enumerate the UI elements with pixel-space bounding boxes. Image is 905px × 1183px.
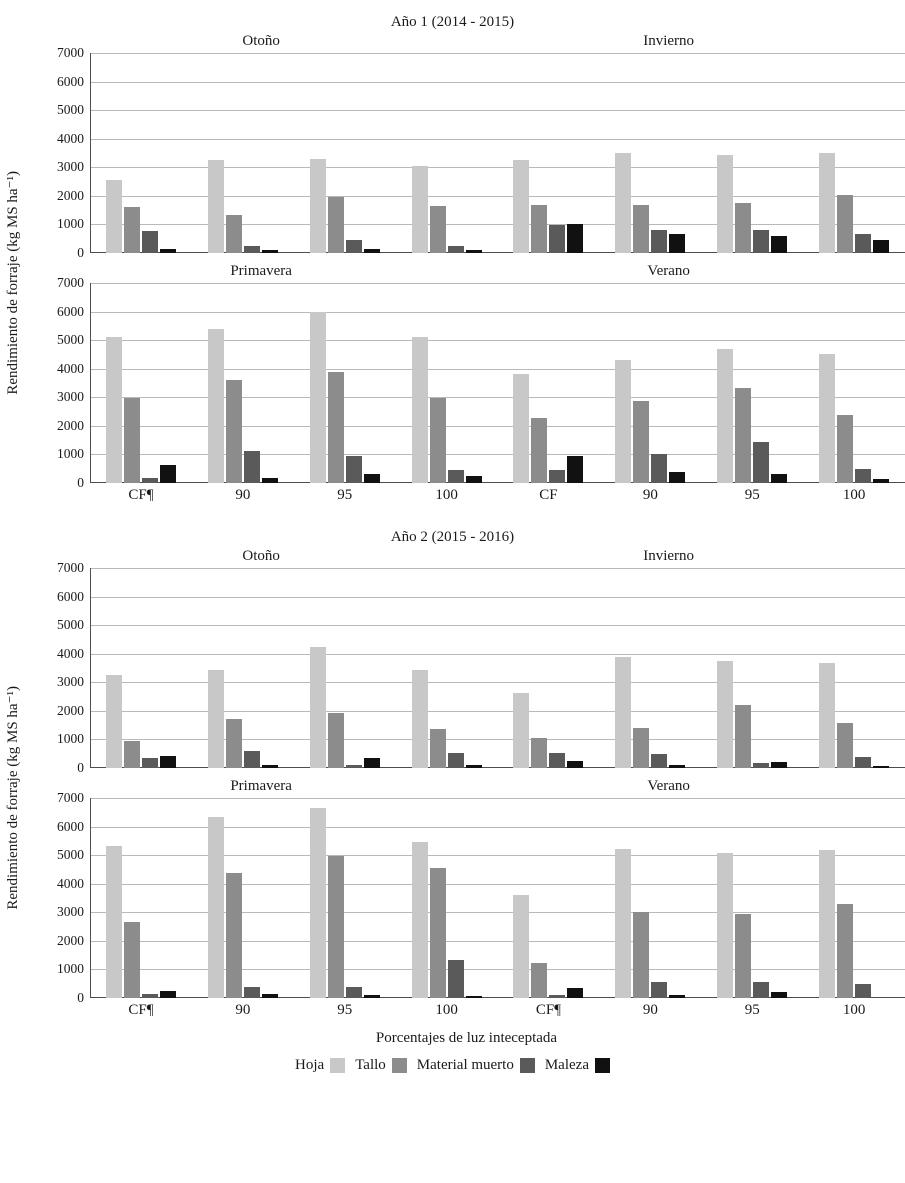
bar-maleza	[466, 996, 482, 998]
panel-row	[0, 548, 905, 1028]
bar-maleza	[873, 479, 889, 483]
x-axis-tick-label: 95	[744, 487, 760, 503]
y-axis-title-text: Rendimiento de forraje (kg MS ha⁻¹)	[5, 686, 21, 910]
y-tick-label: 5000	[57, 617, 84, 633]
season-labels	[90, 778, 905, 796]
x-axis-tick-label: CF	[539, 487, 558, 503]
y-axis-ticks	[28, 560, 90, 775]
bar-tallo	[735, 203, 751, 253]
bar-tallo	[633, 912, 649, 998]
bar-maleza	[466, 476, 482, 483]
bar-group	[803, 568, 905, 768]
bar-material-muerto	[346, 240, 362, 253]
bar-material-muerto	[855, 234, 871, 253]
bar-group	[498, 798, 600, 998]
bar-tallo	[328, 856, 344, 998]
season-label: Verano	[647, 778, 690, 794]
chart-legend	[0, 1057, 905, 1074]
bar-maleza	[669, 765, 685, 768]
bar-hoja	[513, 160, 529, 253]
bar-maleza	[567, 988, 583, 998]
x-axis-category-labels	[90, 1002, 905, 1028]
x-axis-tick-label: 100	[842, 487, 866, 503]
y-tick-label: 5000	[57, 332, 84, 348]
bar-group	[701, 53, 803, 253]
bar-hoja	[615, 153, 631, 253]
bar-group	[803, 283, 905, 483]
bar-hoja	[819, 850, 835, 998]
bar-maleza	[669, 472, 685, 483]
bar-material-muerto	[448, 960, 464, 998]
bar-tallo	[531, 738, 547, 768]
bar-maleza	[567, 224, 583, 253]
bar-maleza	[364, 758, 380, 768]
bar-hoja	[412, 842, 428, 998]
year-title: Año 1 (2014 - 2015)	[390, 14, 515, 30]
y-axis-title-text: Rendimiento de forraje (kg MS ha⁻¹)	[5, 171, 21, 395]
x-axis-tick-label: 90	[235, 1002, 251, 1018]
bar-tallo	[633, 205, 649, 253]
bar-maleza	[262, 994, 278, 998]
bar-tallo	[124, 741, 140, 768]
bar-maleza	[364, 995, 380, 998]
bar-group	[192, 798, 294, 998]
bar-maleza	[466, 765, 482, 768]
y-tick-label: 7000	[57, 790, 84, 805]
x-axis-title: Porcentajes de luz inteceptada	[375, 1030, 558, 1046]
bar-tallo	[124, 922, 140, 998]
bar-maleza	[771, 992, 787, 998]
subpanel-column	[28, 33, 905, 513]
season-label: Primavera	[230, 263, 292, 279]
chart-subpanel	[28, 548, 905, 775]
bar-group	[192, 53, 294, 253]
bar-group	[294, 53, 396, 253]
season-labels	[90, 33, 905, 51]
y-tick-label: 7000	[57, 45, 84, 60]
y-tick-label: 1000	[57, 446, 84, 462]
plot-area	[90, 798, 905, 998]
y-tick-label: 0	[77, 760, 84, 775]
bar-material-muerto	[651, 454, 667, 483]
bar-groups	[90, 283, 905, 483]
y-tick-label: 6000	[57, 303, 84, 319]
x-axis-tick-label: 100	[435, 1002, 458, 1018]
bar-group	[396, 568, 498, 768]
bar-hoja	[310, 647, 326, 768]
bar-group	[90, 53, 192, 253]
bar-hoja	[106, 675, 122, 768]
x-axis-tick-label: 100	[435, 487, 458, 503]
y-tick-label: 6000	[57, 588, 84, 604]
bar-material-muerto	[549, 995, 565, 998]
legend-label: Tallo	[355, 1057, 386, 1073]
bar-material-muerto	[855, 984, 871, 998]
y-tick-label: 5000	[57, 847, 84, 863]
legend-item	[295, 1057, 345, 1074]
bar-group	[701, 283, 803, 483]
bar-maleza	[873, 766, 889, 768]
bar-material-muerto	[549, 470, 565, 483]
y-tick-label: 7000	[57, 275, 84, 290]
y-axis-title	[0, 53, 26, 513]
figure-root	[0, 14, 905, 1183]
bar-hoja	[819, 354, 835, 483]
bar-hoja	[513, 693, 529, 768]
bar-tallo	[430, 868, 446, 998]
bar-hoja	[208, 329, 224, 483]
bar-material-muerto	[753, 763, 769, 768]
bar-material-muerto	[855, 757, 871, 768]
x-axis-tick-label: 95	[744, 1002, 760, 1018]
bar-hoja	[310, 312, 326, 483]
bar-tallo	[633, 728, 649, 768]
legend-swatch	[330, 1058, 345, 1073]
bar-material-muerto	[753, 982, 769, 998]
x-axis-tick-label: CF¶	[128, 487, 154, 503]
bar-group	[599, 283, 701, 483]
bar-maleza	[669, 234, 685, 253]
bar-hoja	[106, 180, 122, 253]
bar-tallo	[735, 914, 751, 998]
bar-group	[294, 283, 396, 483]
bar-material-muerto	[142, 758, 158, 768]
bar-maleza	[771, 474, 787, 483]
bar-groups	[90, 798, 905, 998]
bar-group	[701, 798, 803, 998]
bar-maleza	[771, 762, 787, 768]
bar-material-muerto	[244, 751, 260, 768]
year-block	[0, 14, 905, 513]
x-axis-tick-label: CF¶	[128, 1002, 154, 1018]
legend-label: Material muerto	[416, 1057, 514, 1073]
bar-tallo	[124, 207, 140, 253]
chart-subpanel	[28, 263, 905, 490]
bar-group	[803, 53, 905, 253]
bar-tallo	[124, 398, 140, 483]
bar-maleza	[262, 478, 278, 483]
x-axis-tick-label: 90	[235, 487, 251, 503]
y-tick-label: 4000	[57, 645, 84, 661]
bar-material-muerto	[448, 470, 464, 483]
bar-maleza	[262, 250, 278, 253]
bar-group	[803, 798, 905, 998]
bar-material-muerto	[346, 765, 362, 768]
bar-hoja	[208, 160, 224, 253]
bar-group	[90, 283, 192, 483]
bar-material-muerto	[753, 442, 769, 483]
bar-tallo	[633, 401, 649, 483]
bar-maleza	[567, 456, 583, 483]
bar-hoja	[310, 159, 326, 253]
chart-subpanel	[28, 778, 905, 1005]
chart-subpanel	[28, 33, 905, 260]
bar-hoja	[819, 663, 835, 768]
bar-tallo	[226, 719, 242, 768]
bar-hoja	[310, 808, 326, 998]
bar-material-muerto	[753, 230, 769, 253]
bar-maleza	[669, 995, 685, 998]
season-label: Verano	[647, 263, 690, 279]
y-tick-label: 0	[77, 245, 84, 260]
bar-group	[701, 568, 803, 768]
bar-maleza	[160, 991, 176, 998]
y-tick-label: 2000	[57, 417, 84, 433]
y-tick-label: 0	[77, 475, 84, 490]
bar-tallo	[837, 723, 853, 768]
bar-tallo	[430, 206, 446, 253]
y-axis-ticks	[28, 790, 90, 1005]
bar-hoja	[615, 360, 631, 483]
charts-container	[0, 14, 905, 1074]
bar-tallo	[531, 205, 547, 253]
bar-tallo	[531, 418, 547, 483]
bar-group	[396, 283, 498, 483]
y-axis-title	[0, 568, 26, 1028]
bar-group	[396, 53, 498, 253]
bar-material-muerto	[448, 753, 464, 768]
y-tick-label: 4000	[57, 360, 84, 376]
bar-material-muerto	[142, 231, 158, 253]
bar-material-muerto	[549, 753, 565, 768]
bar-tallo	[735, 388, 751, 483]
bar-group	[599, 53, 701, 253]
bar-material-muerto	[651, 754, 667, 768]
y-tick-label: 4000	[57, 130, 84, 146]
season-label: Otoño	[242, 33, 280, 49]
bar-group	[192, 568, 294, 768]
bar-material-muerto	[142, 994, 158, 998]
y-tick-label: 2000	[57, 932, 84, 948]
bar-maleza	[364, 474, 380, 483]
season-label: Primavera	[230, 778, 292, 794]
bar-group	[599, 568, 701, 768]
x-axis-tick-label: 95	[337, 487, 353, 503]
bar-maleza	[364, 249, 380, 253]
bar-hoja	[513, 895, 529, 998]
bar-material-muerto	[244, 987, 260, 998]
y-tick-label: 2000	[57, 702, 84, 718]
y-tick-label: 1000	[57, 216, 84, 232]
year-title: Año 2 (2015 - 2016)	[390, 529, 515, 545]
y-tick-label: 5000	[57, 102, 84, 118]
y-axis-ticks	[28, 45, 90, 260]
bar-group	[294, 568, 396, 768]
bar-tallo	[226, 215, 242, 253]
legend-item	[545, 1057, 610, 1074]
bar-group	[396, 798, 498, 998]
season-label: Otoño	[242, 548, 280, 564]
bar-group	[90, 798, 192, 998]
bar-groups	[90, 53, 905, 253]
legend-item	[355, 1057, 407, 1074]
x-axis-tick-label: 100	[842, 1002, 866, 1018]
y-tick-label: 6000	[57, 73, 84, 89]
y-tick-label: 7000	[57, 560, 84, 575]
year-block	[0, 529, 905, 1028]
bar-group	[192, 283, 294, 483]
bar-group	[90, 568, 192, 768]
bar-material-muerto	[651, 230, 667, 253]
y-tick-label: 3000	[57, 674, 84, 690]
bar-hoja	[412, 166, 428, 253]
season-label: Invierno	[643, 33, 695, 49]
bar-maleza	[567, 761, 583, 768]
y-tick-label: 3000	[57, 159, 84, 175]
x-axis-tick-label: 90	[642, 1002, 658, 1018]
x-axis-tick-label: CF¶	[535, 1002, 562, 1018]
bar-maleza	[262, 765, 278, 768]
bar-maleza	[873, 240, 889, 253]
y-axis-ticks	[28, 275, 90, 490]
panel-row	[0, 33, 905, 513]
legend-label: Maleza	[544, 1057, 589, 1073]
bar-tallo	[226, 380, 242, 483]
y-tick-label: 2000	[57, 187, 84, 203]
x-axis-tick-label: 95	[337, 1002, 353, 1018]
y-tick-label: 1000	[57, 731, 84, 747]
bar-maleza	[160, 249, 176, 253]
legend-swatch	[392, 1058, 407, 1073]
bar-tallo	[837, 904, 853, 998]
bar-tallo	[226, 873, 242, 998]
y-tick-label: 4000	[57, 875, 84, 891]
bar-material-muerto	[346, 456, 362, 483]
bar-tallo	[328, 372, 344, 483]
bar-group	[498, 283, 600, 483]
bar-material-muerto	[448, 246, 464, 253]
y-tick-label: 1000	[57, 961, 84, 977]
bar-hoja	[412, 337, 428, 483]
bar-hoja	[106, 846, 122, 998]
bar-hoja	[208, 670, 224, 768]
bar-group	[498, 568, 600, 768]
bar-hoja	[819, 153, 835, 253]
bar-maleza	[466, 250, 482, 253]
bar-tallo	[837, 195, 853, 253]
bar-tallo	[430, 729, 446, 768]
bar-hoja	[717, 853, 733, 998]
bar-hoja	[615, 657, 631, 768]
bar-hoja	[615, 849, 631, 998]
bar-hoja	[513, 374, 529, 483]
bar-maleza	[771, 236, 787, 253]
bar-hoja	[717, 155, 733, 253]
bar-hoja	[208, 817, 224, 998]
legend-swatch	[595, 1058, 610, 1073]
bar-maleza	[160, 465, 176, 483]
x-axis-tick-label: 90	[642, 487, 658, 503]
legend-item	[417, 1057, 535, 1074]
season-label: Invierno	[643, 548, 695, 564]
bar-tallo	[531, 963, 547, 998]
bar-material-muerto	[142, 478, 158, 483]
bar-material-muerto	[244, 246, 260, 253]
bar-tallo	[430, 398, 446, 483]
bar-group	[498, 53, 600, 253]
bar-groups	[90, 568, 905, 768]
bar-group	[599, 798, 701, 998]
bar-material-muerto	[855, 469, 871, 483]
bar-tallo	[837, 415, 853, 483]
bar-material-muerto	[651, 982, 667, 998]
y-tick-label: 0	[77, 990, 84, 1005]
bar-hoja	[717, 661, 733, 768]
subpanel-column	[28, 548, 905, 1028]
season-labels	[90, 263, 905, 281]
bar-tallo	[735, 705, 751, 768]
y-tick-label: 3000	[57, 389, 84, 405]
season-labels	[90, 548, 905, 566]
bar-maleza	[160, 756, 176, 768]
y-tick-label: 3000	[57, 904, 84, 920]
plot-area	[90, 568, 905, 768]
bar-hoja	[106, 337, 122, 483]
x-axis-category-labels	[90, 487, 905, 513]
bar-material-muerto	[549, 225, 565, 253]
legend-label: Hoja	[295, 1057, 325, 1073]
legend-swatch	[520, 1058, 535, 1073]
y-tick-label: 6000	[57, 818, 84, 834]
bar-material-muerto	[346, 987, 362, 998]
bar-hoja	[412, 670, 428, 768]
bar-tallo	[328, 713, 344, 768]
bar-material-muerto	[244, 451, 260, 483]
bar-tallo	[328, 197, 344, 253]
bar-hoja	[717, 349, 733, 483]
plot-area	[90, 53, 905, 253]
plot-area	[90, 283, 905, 483]
bar-group	[294, 798, 396, 998]
